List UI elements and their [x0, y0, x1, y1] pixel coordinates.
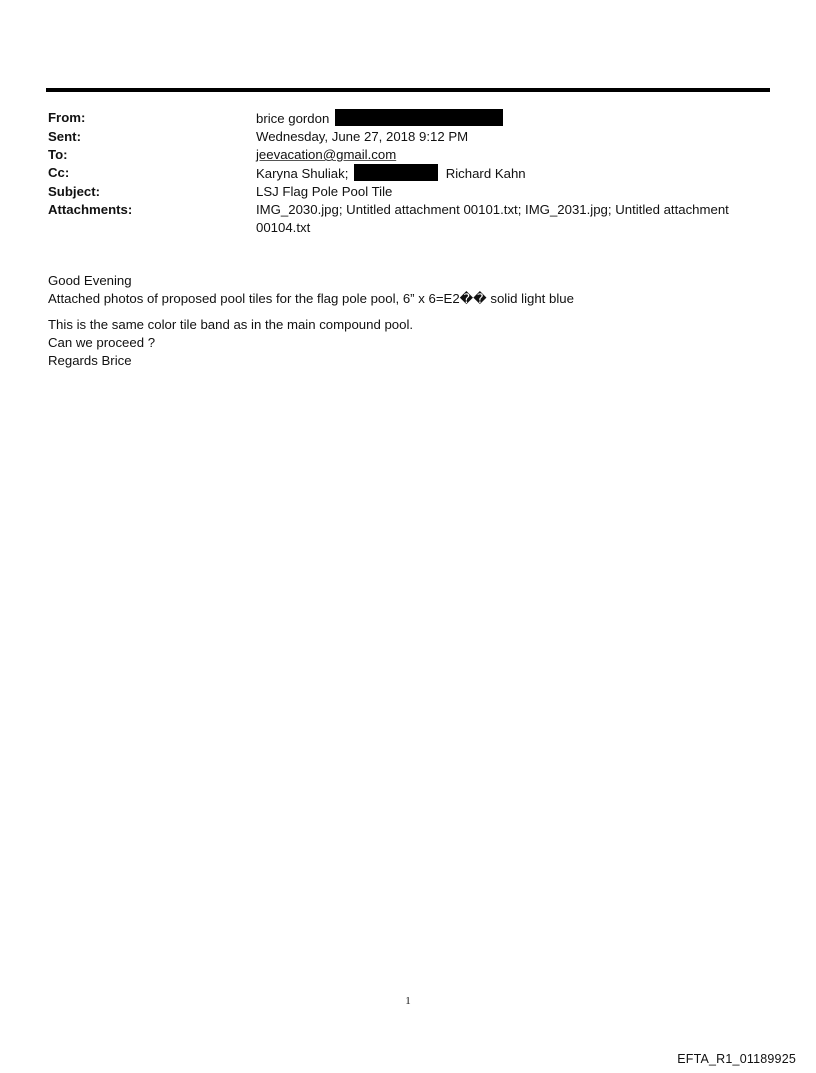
- sent-value: Wednesday, June 27, 2018 9:12 PM: [256, 129, 469, 144]
- sent-label: Sent:: [48, 129, 81, 144]
- email-body: [48, 272, 768, 370]
- cc-recipient-2: Richard Kahn: [445, 166, 526, 181]
- body-paragraph: Attached photos of proposed pool tiles for the flag pole pool, 6” x 6=E2�� solid light blue: [48, 291, 574, 306]
- cc-label: Cc:: [48, 165, 70, 180]
- from-name: brice gordon: [256, 111, 330, 126]
- to-email-link[interactable]: jeevacation@gmail.com: [256, 147, 397, 162]
- cc-recipient-1: Karyna Shuliak;: [256, 166, 349, 181]
- redaction-block: [354, 164, 438, 181]
- header-divider: [46, 88, 770, 92]
- subject-row: [48, 183, 768, 201]
- to-value: [256, 146, 756, 164]
- attachments-row: [48, 201, 768, 237]
- subject-value: LSJ Flag Pole Pool Tile: [256, 184, 393, 199]
- document-id: EFTA_R1_01189925: [677, 1052, 796, 1066]
- from-value: [256, 109, 756, 128]
- from-row: [48, 109, 768, 128]
- email-header: [48, 109, 768, 237]
- signature: Regards Brice: [48, 353, 132, 368]
- to-row: [48, 146, 768, 164]
- from-label: From:: [48, 110, 86, 125]
- body-paragraph: This is the same color tile band as in the main compound pool.: [48, 317, 414, 332]
- subject-label: Subject:: [48, 184, 101, 199]
- page-number: 1: [405, 995, 411, 1007]
- greeting: Good Evening: [48, 273, 132, 288]
- sent-row: [48, 128, 768, 146]
- attachments-label: Attachments:: [48, 202, 133, 217]
- cc-row: [48, 164, 768, 183]
- body-paragraph: Can we proceed ?: [48, 335, 156, 350]
- cc-value: [256, 164, 756, 183]
- redaction-block: [335, 109, 503, 126]
- paragraph-spacer: [48, 308, 768, 316]
- to-label: To:: [48, 147, 68, 162]
- attachments-value[interactable]: IMG_2030.jpg; Untitled attachment 00101.txt; IMG_2031.jpg; Untitled attachment 00104.txt: [256, 202, 729, 235]
